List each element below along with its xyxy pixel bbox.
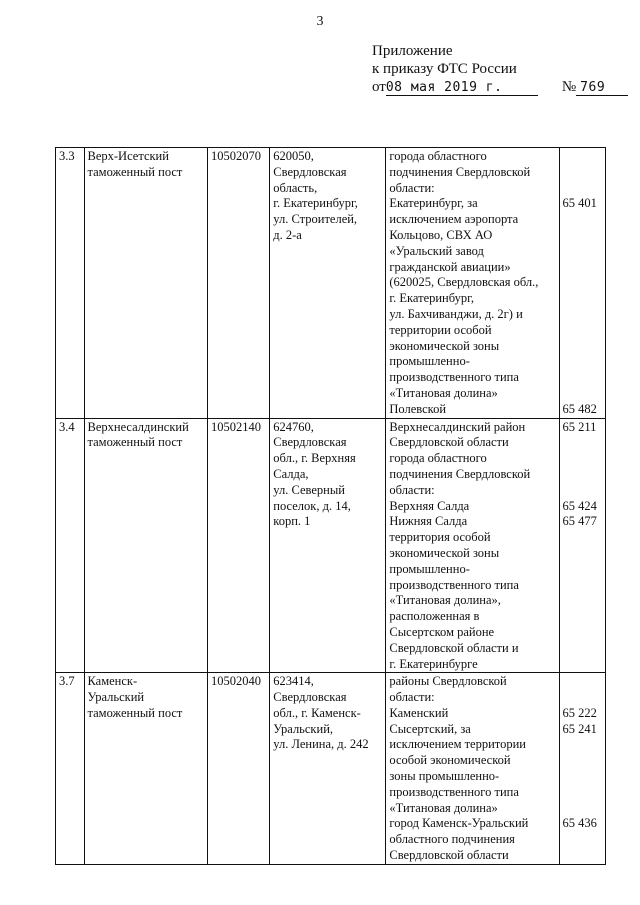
activity-zone-line: производственного типа — [389, 784, 519, 799]
okato-code — [563, 593, 602, 609]
activity-zone-line: исключением аэропорта — [389, 212, 519, 227]
activity-zone-line: исключением территории — [389, 737, 526, 752]
okato-code — [563, 212, 602, 228]
activity-zone-line: город Каменск-Уральский — [389, 816, 529, 831]
okato-code: 65 477 — [562, 514, 597, 529]
table-row — [56, 418, 606, 673]
page-number: 3 — [316, 14, 324, 29]
post-name-line: таможенный пост — [87, 435, 183, 450]
okato-code — [563, 370, 602, 386]
activity-zone-line: Верхнесалдинский район — [389, 419, 526, 434]
okato-code-cell — [559, 418, 605, 673]
customs-posts-table — [55, 147, 606, 865]
activity-zone-line: «Уральский завод — [389, 243, 484, 258]
activity-zone-cell — [386, 418, 559, 673]
post-address-line: г. Екатеринбург, — [273, 196, 358, 211]
post-address-line: обл., г. Каменск- — [273, 705, 361, 720]
activity-zone-line: «Титановая долина», — [389, 593, 501, 608]
okato-code — [563, 753, 602, 769]
okato-code — [563, 165, 602, 181]
activity-zone-line: Свердловской области — [389, 435, 509, 450]
okato-code — [563, 578, 602, 594]
order-number: 769 — [576, 80, 628, 96]
okato-code — [563, 769, 602, 785]
okato-code — [563, 435, 602, 451]
activity-zone-line: экономической зоны — [389, 338, 500, 353]
okato-code: 65 436 — [562, 816, 597, 831]
okato-code — [563, 228, 602, 244]
okato-code — [563, 323, 602, 339]
okato-code: 65 482 — [562, 401, 597, 416]
table-row — [56, 673, 606, 865]
post-address-cell — [270, 673, 386, 865]
okato-code: 65 211 — [562, 419, 597, 434]
row-number: 3.3 — [59, 149, 75, 163]
activity-zone-line: экономической зоны — [389, 545, 500, 560]
okato-code — [563, 641, 602, 657]
post-code-cell — [208, 418, 270, 673]
okato-code — [563, 244, 602, 260]
activity-zone-line: города областного — [389, 451, 487, 466]
post-address-line: ул. Северный — [273, 482, 345, 497]
post-address-line: 623414, — [273, 674, 314, 689]
okato-code — [563, 275, 602, 291]
activity-zone-line: зоны промышленно- — [389, 769, 500, 784]
okato-code — [563, 625, 602, 641]
post-address-line: 620050, — [273, 149, 314, 163]
okato-code — [563, 546, 602, 562]
activity-zone-cell — [386, 148, 559, 419]
activity-zone-line: Верхняя Салда — [389, 498, 470, 513]
appendix-header — [372, 42, 628, 96]
post-name-line: Уральский — [87, 690, 145, 705]
okato-code-cell — [559, 148, 605, 419]
post-address-line: д. 2-а — [273, 227, 302, 242]
activity-zone-line: областного подчинения — [389, 832, 515, 847]
okato-code — [563, 181, 602, 197]
activity-zone-line: территория особой — [389, 530, 491, 545]
okato-code: 65 241 — [562, 721, 597, 736]
okato-code — [563, 609, 602, 625]
appendix-subtitle: к приказу ФТС России — [372, 61, 517, 77]
okato-code — [563, 832, 602, 848]
post-address-line: ул. Строителей, — [273, 212, 358, 227]
activity-zone-line: области: — [389, 180, 435, 195]
okato-code — [563, 339, 602, 355]
post-address-line: Свердловская — [273, 164, 347, 179]
post-name-line: Верх-Исетский — [87, 149, 169, 163]
okato-code: 65 401 — [562, 196, 597, 211]
row-number-cell — [56, 673, 85, 865]
post-address-line: Свердловская — [273, 435, 347, 450]
activity-zone-line: Свердловской области — [389, 848, 509, 863]
post-address-line: область, — [273, 180, 318, 195]
okato-code — [563, 848, 602, 864]
activity-zone-line: области: — [389, 690, 435, 705]
order-from-label: от — [372, 79, 386, 95]
post-name-line: Верхнесалдинский — [87, 419, 189, 434]
okato-code — [563, 657, 602, 673]
activity-zone-line: особой экономической — [389, 753, 511, 768]
okato-code — [563, 562, 602, 578]
order-date: 08 мая 2019 г. — [386, 80, 538, 96]
post-address-line: обл., г. Верхняя — [273, 451, 356, 466]
activity-zone-line: подчинения Свердловской — [389, 466, 531, 481]
post-address-line: корп. 1 — [273, 514, 311, 529]
post-name-cell — [84, 418, 208, 673]
okato-code: 65 424 — [562, 498, 597, 513]
table-body — [56, 148, 606, 865]
okato-code — [563, 530, 602, 546]
activity-zone-line: Сысертский, за — [389, 721, 471, 736]
post-name-cell — [84, 148, 208, 419]
okato-code — [563, 354, 602, 370]
activity-zone-line: районы Свердловской — [389, 674, 507, 689]
activity-zone-line: Нижняя Салда — [389, 514, 468, 529]
activity-zone-line: промышленно- — [389, 561, 470, 576]
activity-zone-line: «Титановая долина» — [389, 385, 498, 400]
post-code-cell — [208, 148, 270, 419]
post-code-cell — [208, 673, 270, 865]
okato-code — [563, 149, 602, 165]
appendix-title: Приложение — [372, 43, 453, 59]
activity-zone-line: Сысертском районе — [389, 624, 495, 639]
post-address-line: 624760, — [273, 419, 314, 434]
okato-code — [563, 737, 602, 753]
activity-zone-line: Кольцово, СВХ АО — [389, 227, 493, 242]
activity-zone-cell — [386, 673, 559, 865]
post-code: 10502040 — [211, 674, 261, 689]
activity-zone-line: области: — [389, 482, 435, 497]
post-code: 10502140 — [211, 419, 261, 434]
okato-code: 65 222 — [562, 705, 597, 720]
okato-code — [563, 785, 602, 801]
row-number: 3.7 — [59, 674, 75, 689]
post-name-line: Каменск- — [87, 674, 138, 689]
activity-zone-line: г. Екатеринбурге — [389, 656, 478, 671]
activity-zone-line: производственного типа — [389, 370, 519, 385]
activity-zone-line: г. Екатеринбург, — [389, 291, 474, 306]
post-address-line: ул. Ленина, д. 242 — [273, 737, 369, 752]
row-number-cell — [56, 148, 85, 419]
post-address-line: Салда, — [273, 466, 309, 481]
okato-code — [563, 260, 602, 276]
okato-code — [563, 307, 602, 323]
activity-zone-line: (620025, Свердловская обл., — [389, 275, 539, 290]
activity-zone-line: ул. Бахчиванджи, д. 2г) и — [389, 306, 523, 321]
post-name-line: таможенный пост — [87, 705, 183, 720]
activity-zone-line: Екатеринбург, за — [389, 196, 478, 211]
activity-zone-line: территории особой — [389, 322, 492, 337]
activity-zone-line: расположенная в — [389, 609, 480, 624]
activity-zone-line: города областного — [389, 149, 487, 163]
activity-zone-line: Свердловской области и — [389, 640, 519, 655]
okato-code — [563, 386, 602, 402]
post-address-cell — [270, 418, 386, 673]
post-name-line: таможенный пост — [87, 164, 183, 179]
okato-code — [563, 674, 602, 690]
activity-zone-line: Полевской — [389, 401, 447, 416]
post-name-cell — [84, 673, 208, 865]
post-address-line: поселок, д. 14, — [273, 498, 351, 513]
activity-zone-line: гражданской авиации» — [389, 259, 511, 274]
post-address-line: Уральский, — [273, 721, 334, 736]
order-date-number-line — [372, 78, 628, 96]
okato-code-cell — [559, 673, 605, 865]
post-address-cell — [270, 148, 386, 419]
okato-code — [563, 467, 602, 483]
activity-zone-line: подчинения Свердловской — [389, 164, 531, 179]
activity-zone-line: промышленно- — [389, 354, 470, 369]
activity-zone-line: «Титановая долина» — [389, 800, 498, 815]
row-number-cell — [56, 418, 85, 673]
okato-code — [563, 801, 602, 817]
okato-code — [563, 451, 602, 467]
activity-zone-line: Каменский — [389, 705, 449, 720]
okato-code — [563, 483, 602, 499]
post-address-line: Свердловская — [273, 690, 347, 705]
okato-code — [563, 690, 602, 706]
post-code: 10502070 — [211, 149, 261, 163]
activity-zone-line: производственного типа — [389, 577, 519, 592]
row-number: 3.4 — [59, 419, 75, 434]
order-number-sign: № — [561, 79, 577, 95]
table-row — [56, 148, 606, 419]
okato-code — [563, 291, 602, 307]
